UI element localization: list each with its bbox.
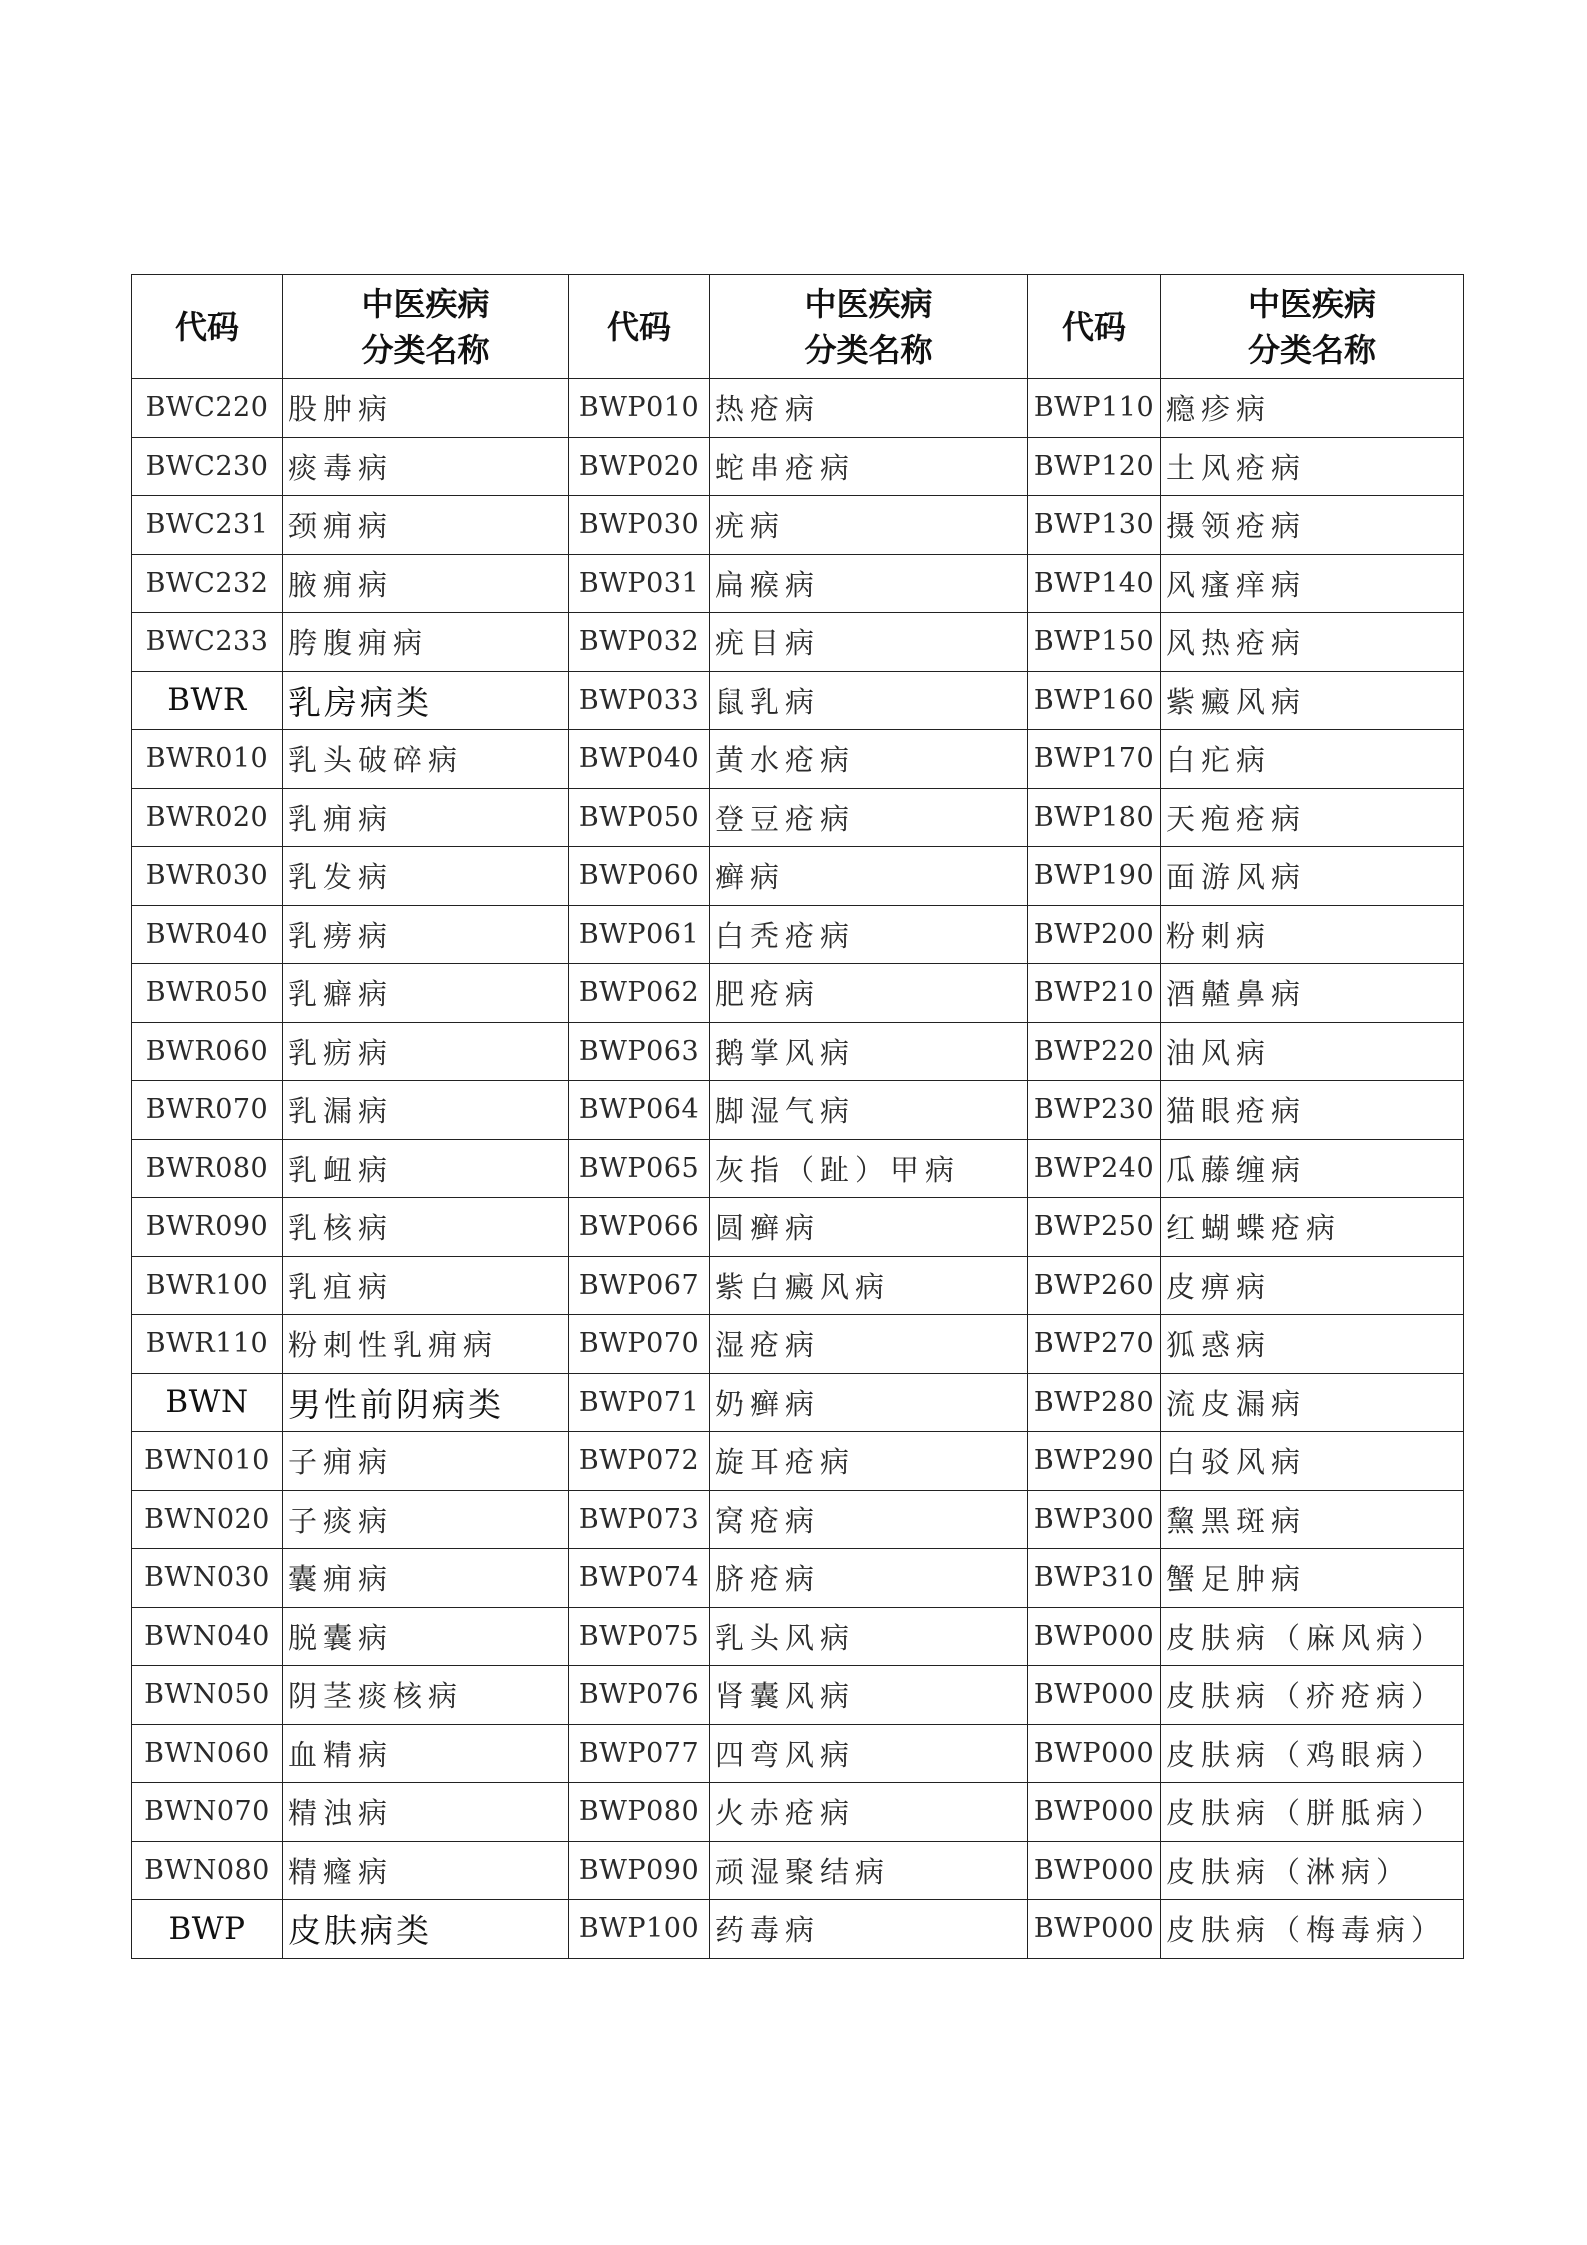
code-cell: BWR090 — [132, 1198, 283, 1257]
code-cell: BWP270 — [1028, 1315, 1161, 1374]
code-cell: BWP071 — [569, 1373, 710, 1432]
disease-name-cell: 鼠乳病 — [710, 671, 1028, 730]
table-row — [132, 554, 1464, 613]
disease-name-cell: 窝疮病 — [710, 1490, 1028, 1549]
code-cell: BWN050 — [132, 1666, 283, 1725]
table-row — [132, 1198, 1464, 1257]
code-cell: BWP240 — [1028, 1139, 1161, 1198]
disease-name-cell: 火赤疮病 — [710, 1783, 1028, 1842]
disease-name-cell: 摄领疮病 — [1161, 496, 1464, 555]
code-cell: BWP061 — [569, 905, 710, 964]
disease-name-cell: 鹅掌风病 — [710, 1022, 1028, 1081]
disease-code-table — [131, 274, 1464, 1959]
disease-name-cell: 乳癖病 — [283, 964, 569, 1023]
code-cell: BWP110 — [1028, 379, 1161, 438]
code-cell: BWP290 — [1028, 1432, 1161, 1491]
disease-name-cell: 蟹足肿病 — [1161, 1549, 1464, 1608]
code-cell: BWN060 — [132, 1724, 283, 1783]
disease-name-cell: 湿疮病 — [710, 1315, 1028, 1374]
code-cell: BWN070 — [132, 1783, 283, 1842]
disease-name-cell: 黄水疮病 — [710, 730, 1028, 789]
code-cell: BWP130 — [1028, 496, 1161, 555]
code-cell: BWP170 — [1028, 730, 1161, 789]
disease-name-cell: 乳痨病 — [283, 905, 569, 964]
code-cell: BWR070 — [132, 1081, 283, 1140]
disease-name-cell: 股肿病 — [283, 379, 569, 438]
disease-name-cell: 乳头风病 — [710, 1607, 1028, 1666]
disease-name-cell: 脐疮病 — [710, 1549, 1028, 1608]
code-cell: BWP300 — [1028, 1490, 1161, 1549]
code-cell: BWP031 — [569, 554, 710, 613]
header-name-line1: 中医疾病 — [804, 284, 933, 323]
table-row — [132, 437, 1464, 496]
category-name-cell: 皮肤病类 — [283, 1900, 569, 1959]
table-row — [132, 1724, 1464, 1783]
header-name-line2: 分类名称 — [804, 330, 933, 369]
header-name-col-1 — [283, 275, 569, 379]
code-cell: BWC233 — [132, 613, 283, 672]
table-row — [132, 1139, 1464, 1198]
disease-name-cell: 囊痈病 — [283, 1549, 569, 1608]
header-name-line2: 分类名称 — [1247, 330, 1376, 369]
category-code-cell: BWN — [132, 1373, 283, 1432]
header-code-col-1: 代码 — [132, 275, 283, 379]
disease-name-cell: 皮肤病（鸡眼病） — [1161, 1724, 1464, 1783]
disease-name-cell: 脱囊病 — [283, 1607, 569, 1666]
code-cell: BWP000 — [1028, 1607, 1161, 1666]
code-cell: BWR060 — [132, 1022, 283, 1081]
header-name-col-2 — [710, 275, 1028, 379]
code-cell: BWP066 — [569, 1198, 710, 1257]
disease-name-cell: 顽湿聚结病 — [710, 1841, 1028, 1900]
disease-name-cell: 癣病 — [710, 847, 1028, 906]
code-cell: BWP010 — [569, 379, 710, 438]
code-cell: BWC230 — [132, 437, 283, 496]
category-code-cell: BWP — [132, 1900, 283, 1959]
code-cell: BWP160 — [1028, 671, 1161, 730]
code-cell: BWP190 — [1028, 847, 1161, 906]
code-cell: BWP063 — [569, 1022, 710, 1081]
disease-name-cell: 油风病 — [1161, 1022, 1464, 1081]
disease-name-cell: 白秃疮病 — [710, 905, 1028, 964]
code-cell: BWP260 — [1028, 1256, 1161, 1315]
disease-name-cell: 皮肤病（疥疮病） — [1161, 1666, 1464, 1725]
code-cell: BWN010 — [132, 1432, 283, 1491]
table-row — [132, 788, 1464, 847]
disease-name-cell: 面游风病 — [1161, 847, 1464, 906]
code-cell: BWP032 — [569, 613, 710, 672]
disease-name-cell: 疣病 — [710, 496, 1028, 555]
table-row — [132, 1841, 1464, 1900]
code-cell: BWR020 — [132, 788, 283, 847]
disease-name-cell: 乳核病 — [283, 1198, 569, 1257]
disease-name-cell: 疣目病 — [710, 613, 1028, 672]
disease-name-cell: 狐惑病 — [1161, 1315, 1464, 1374]
disease-name-cell: 黧黑斑病 — [1161, 1490, 1464, 1549]
code-cell: BWP280 — [1028, 1373, 1161, 1432]
table-row — [132, 905, 1464, 964]
category-name-cell: 男性前阴病类 — [283, 1373, 569, 1432]
code-cell: BWP180 — [1028, 788, 1161, 847]
table-row — [132, 1607, 1464, 1666]
disease-name-cell: 红蝴蝶疮病 — [1161, 1198, 1464, 1257]
header-code-col-2: 代码 — [569, 275, 710, 379]
disease-name-cell: 阴茎痰核病 — [283, 1666, 569, 1725]
code-cell: BWP067 — [569, 1256, 710, 1315]
disease-name-cell: 乳头破碎病 — [283, 730, 569, 789]
disease-name-cell: 乳衄病 — [283, 1139, 569, 1198]
code-cell: BWP074 — [569, 1549, 710, 1608]
code-cell: BWR110 — [132, 1315, 283, 1374]
table-row — [132, 964, 1464, 1023]
disease-name-cell: 瘾疹病 — [1161, 379, 1464, 438]
code-cell: BWP000 — [1028, 1724, 1161, 1783]
code-cell: BWN030 — [132, 1549, 283, 1608]
code-cell: BWP075 — [569, 1607, 710, 1666]
code-cell: BWP033 — [569, 671, 710, 730]
disease-name-cell: 皮肤病（淋病） — [1161, 1841, 1464, 1900]
disease-name-cell: 脚湿气病 — [710, 1081, 1028, 1140]
header-name-line1: 中医疾病 — [361, 284, 490, 323]
code-cell: BWP100 — [569, 1900, 710, 1959]
header-row — [132, 275, 1464, 379]
code-cell: BWP062 — [569, 964, 710, 1023]
code-cell: BWP090 — [569, 1841, 710, 1900]
disease-name-cell: 皮肤病（麻风病） — [1161, 1607, 1464, 1666]
disease-name-cell: 四弯风病 — [710, 1724, 1028, 1783]
disease-name-cell: 猫眼疮病 — [1161, 1081, 1464, 1140]
disease-name-cell: 乳疬病 — [283, 1022, 569, 1081]
code-cell: BWP150 — [1028, 613, 1161, 672]
disease-name-cell: 子痈病 — [283, 1432, 569, 1491]
code-cell: BWR080 — [132, 1139, 283, 1198]
table-row — [132, 1549, 1464, 1608]
table-row — [132, 1081, 1464, 1140]
disease-name-cell: 紫癜风病 — [1161, 671, 1464, 730]
code-cell: BWP072 — [569, 1432, 710, 1491]
code-cell: BWN020 — [132, 1490, 283, 1549]
code-cell: BWR050 — [132, 964, 283, 1023]
category-name-cell: 乳房病类 — [283, 671, 569, 730]
disease-name-cell: 热疮病 — [710, 379, 1028, 438]
disease-name-cell: 精浊病 — [283, 1783, 569, 1842]
table-row — [132, 1256, 1464, 1315]
code-cell: BWR030 — [132, 847, 283, 906]
code-cell: BWP020 — [569, 437, 710, 496]
code-cell: BWN080 — [132, 1841, 283, 1900]
table-body — [132, 379, 1464, 1959]
disease-name-cell: 痰毒病 — [283, 437, 569, 496]
header-name-col-3 — [1161, 275, 1464, 379]
disease-name-cell: 圆癣病 — [710, 1198, 1028, 1257]
code-cell: BWP220 — [1028, 1022, 1161, 1081]
disease-name-cell: 胯腹痈病 — [283, 613, 569, 672]
code-cell: BWP310 — [1028, 1549, 1161, 1608]
disease-name-cell: 肾囊风病 — [710, 1666, 1028, 1725]
code-cell: BWP230 — [1028, 1081, 1161, 1140]
table-row — [132, 379, 1464, 438]
code-cell: BWP040 — [569, 730, 710, 789]
disease-name-cell: 腋痈病 — [283, 554, 569, 613]
code-cell: BWP070 — [569, 1315, 710, 1374]
table-row — [132, 613, 1464, 672]
code-cell: BWC220 — [132, 379, 283, 438]
code-cell: BWN040 — [132, 1607, 283, 1666]
disease-name-cell: 粉刺性乳痈病 — [283, 1315, 569, 1374]
code-cell: BWP077 — [569, 1724, 710, 1783]
disease-name-cell: 乳漏病 — [283, 1081, 569, 1140]
table-row — [132, 1432, 1464, 1491]
disease-name-cell: 颈痈病 — [283, 496, 569, 555]
disease-name-cell: 粉刺病 — [1161, 905, 1464, 964]
disease-name-cell: 登豆疮病 — [710, 788, 1028, 847]
code-cell: BWP064 — [569, 1081, 710, 1140]
disease-name-cell: 灰指（趾）甲病 — [710, 1139, 1028, 1198]
code-cell: BWR100 — [132, 1256, 283, 1315]
disease-name-cell: 酒齄鼻病 — [1161, 964, 1464, 1023]
table-row — [132, 1022, 1464, 1081]
table-row — [132, 1490, 1464, 1549]
header-code-col-3: 代码 — [1028, 275, 1161, 379]
code-cell: BWR010 — [132, 730, 283, 789]
disease-name-cell: 白驳风病 — [1161, 1432, 1464, 1491]
disease-name-cell: 扁瘊病 — [710, 554, 1028, 613]
code-cell: BWP210 — [1028, 964, 1161, 1023]
table-row — [132, 1315, 1464, 1374]
code-cell: BWP060 — [569, 847, 710, 906]
table-row — [132, 1900, 1464, 1959]
table-row — [132, 496, 1464, 555]
category-code-cell: BWR — [132, 671, 283, 730]
table-row — [132, 1783, 1464, 1842]
code-cell: BWP000 — [1028, 1666, 1161, 1725]
table-row — [132, 671, 1464, 730]
table-row — [132, 847, 1464, 906]
disease-name-cell: 旋耳疮病 — [710, 1432, 1028, 1491]
disease-name-cell: 瓜藤缠病 — [1161, 1139, 1464, 1198]
code-cell: BWP000 — [1028, 1900, 1161, 1959]
disease-name-cell: 紫白癜风病 — [710, 1256, 1028, 1315]
disease-name-cell: 奶癣病 — [710, 1373, 1028, 1432]
disease-name-cell: 血精病 — [283, 1724, 569, 1783]
code-cell: BWR040 — [132, 905, 283, 964]
header-name-line2: 分类名称 — [361, 330, 490, 369]
disease-name-cell: 风热疮病 — [1161, 613, 1464, 672]
table-header — [132, 275, 1464, 379]
code-cell: BWP120 — [1028, 437, 1161, 496]
disease-name-cell: 药毒病 — [710, 1900, 1028, 1959]
code-cell: BWP065 — [569, 1139, 710, 1198]
disease-name-cell: 流皮漏病 — [1161, 1373, 1464, 1432]
code-cell: BWP080 — [569, 1783, 710, 1842]
disease-name-cell: 白疕病 — [1161, 730, 1464, 789]
code-cell: BWC232 — [132, 554, 283, 613]
table-row — [132, 1666, 1464, 1725]
disease-name-cell: 乳痈病 — [283, 788, 569, 847]
code-cell: BWP073 — [569, 1490, 710, 1549]
disease-name-cell: 精癃病 — [283, 1841, 569, 1900]
table-row — [132, 730, 1464, 789]
disease-name-cell: 蛇串疮病 — [710, 437, 1028, 496]
table-row — [132, 1373, 1464, 1432]
code-cell: BWP050 — [569, 788, 710, 847]
code-cell: BWP076 — [569, 1666, 710, 1725]
disease-name-cell: 土风疮病 — [1161, 437, 1464, 496]
code-cell: BWP000 — [1028, 1841, 1161, 1900]
disease-name-cell: 皮肤病（胼胝病） — [1161, 1783, 1464, 1842]
disease-name-cell: 乳发病 — [283, 847, 569, 906]
code-cell: BWC231 — [132, 496, 283, 555]
code-cell: BWP000 — [1028, 1783, 1161, 1842]
disease-name-cell: 皮痹病 — [1161, 1256, 1464, 1315]
code-cell: BWP030 — [569, 496, 710, 555]
disease-name-cell: 子痰病 — [283, 1490, 569, 1549]
code-cell: BWP140 — [1028, 554, 1161, 613]
disease-name-cell: 肥疮病 — [710, 964, 1028, 1023]
code-cell: BWP250 — [1028, 1198, 1161, 1257]
header-name-line1: 中医疾病 — [1247, 284, 1376, 323]
disease-name-cell: 乳疽病 — [283, 1256, 569, 1315]
code-cell: BWP200 — [1028, 905, 1161, 964]
disease-name-cell: 皮肤病（梅毒病） — [1161, 1900, 1464, 1959]
disease-name-cell: 风瘙痒病 — [1161, 554, 1464, 613]
disease-name-cell: 天疱疮病 — [1161, 788, 1464, 847]
